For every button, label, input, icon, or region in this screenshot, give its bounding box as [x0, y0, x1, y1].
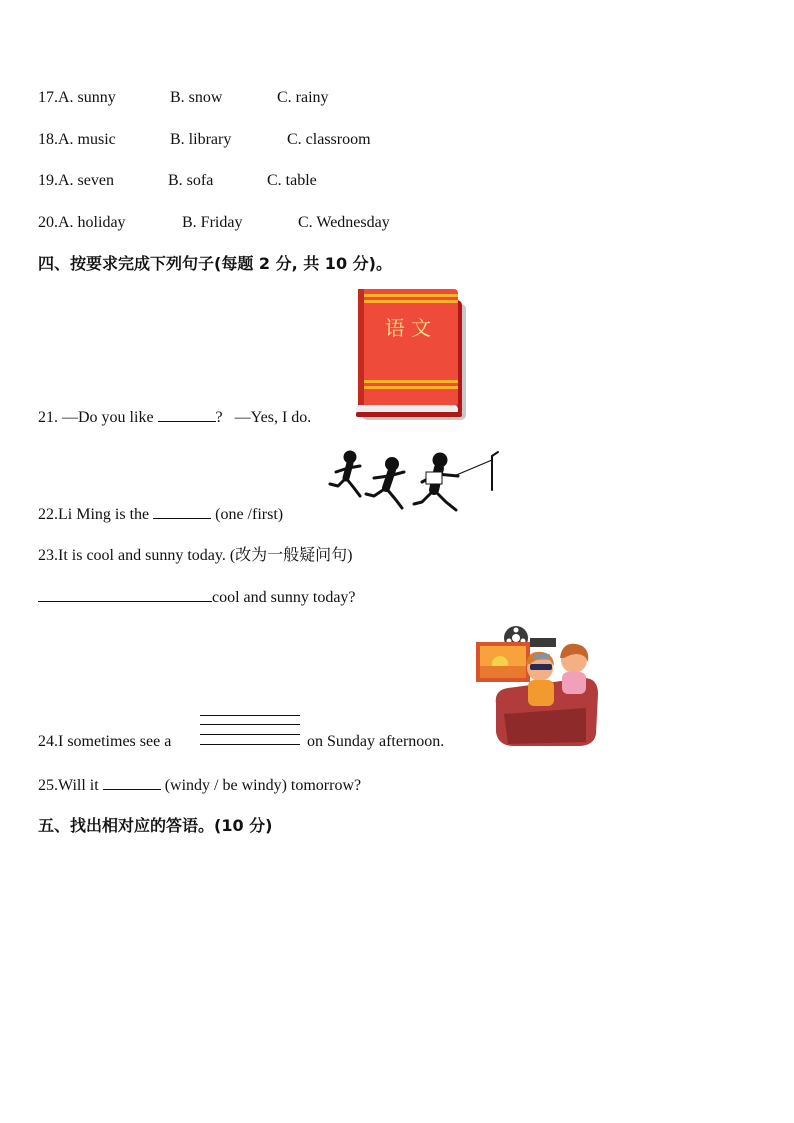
question-mark: ? — [215, 409, 223, 426]
question-text: I sometimes see a — [58, 733, 172, 750]
option-c: C. Wednesday — [298, 214, 390, 231]
question-24 — [38, 732, 171, 752]
option-b: B. snow — [170, 89, 223, 106]
question-text: Li Ming is the — [58, 506, 150, 523]
question-text: —Do you like — [62, 409, 154, 426]
question-18 — [38, 130, 371, 150]
question-number: 25. — [38, 777, 58, 794]
question-20 — [38, 213, 390, 233]
question-number: 21. — [38, 409, 58, 426]
question-24-tail: on Sunday afternoon. — [307, 733, 445, 750]
option-a: A. seven — [58, 172, 114, 189]
chinese-book-icon — [354, 286, 470, 422]
answer-blank[interactable] — [158, 407, 216, 422]
answer-blank[interactable] — [153, 504, 211, 519]
answer-blank[interactable] — [103, 775, 161, 790]
answer-blank[interactable] — [38, 587, 212, 602]
question-hint: (one /first) — [215, 506, 284, 523]
cinema-couple-icon — [474, 624, 600, 748]
question-21 — [38, 407, 311, 428]
question-17 — [38, 88, 329, 108]
option-b: B. library — [170, 131, 232, 148]
section-4-heading: 四、按要求完成下列句子(每题 2 分, 共 10 分)。 — [38, 254, 392, 273]
option-a: A. sunny — [58, 89, 116, 106]
question-23 — [38, 546, 353, 566]
question-number: 23. — [38, 547, 58, 564]
option-b: B. sofa — [168, 172, 214, 189]
question-number: 19. — [38, 172, 58, 189]
question-22 — [38, 504, 283, 525]
option-b: B. Friday — [182, 214, 243, 231]
question-number: 22. — [38, 506, 58, 523]
section-5-heading: 五、找出相对应的答语。(10 分) — [38, 816, 273, 835]
option-c: C. rainy — [277, 89, 329, 106]
question-text: It is cool and sunny today. (改为一般疑问句) — [58, 547, 353, 564]
question-number: 20. — [38, 214, 58, 231]
option-c: C. table — [267, 172, 317, 189]
question-number: 24. — [38, 733, 58, 750]
running-race-icon — [326, 448, 502, 520]
option-a: A. holiday — [58, 214, 126, 231]
question-23-answer-line — [38, 587, 356, 608]
four-line-answer-blank[interactable] — [200, 715, 300, 747]
answer-text: —Yes, I do. — [234, 409, 312, 426]
question-text: Will it — [58, 777, 99, 794]
question-number: 17. — [38, 89, 58, 106]
option-a: A. music — [58, 131, 116, 148]
question-25 — [38, 775, 361, 796]
question-hint: (windy / be windy) tomorrow? — [164, 777, 362, 794]
option-c: C. classroom — [287, 131, 371, 148]
answer-tail-text: cool and sunny today? — [212, 589, 356, 606]
book-title-label: 语 文 — [384, 316, 432, 340]
question-19 — [38, 171, 317, 191]
question-number: 18. — [38, 131, 58, 148]
